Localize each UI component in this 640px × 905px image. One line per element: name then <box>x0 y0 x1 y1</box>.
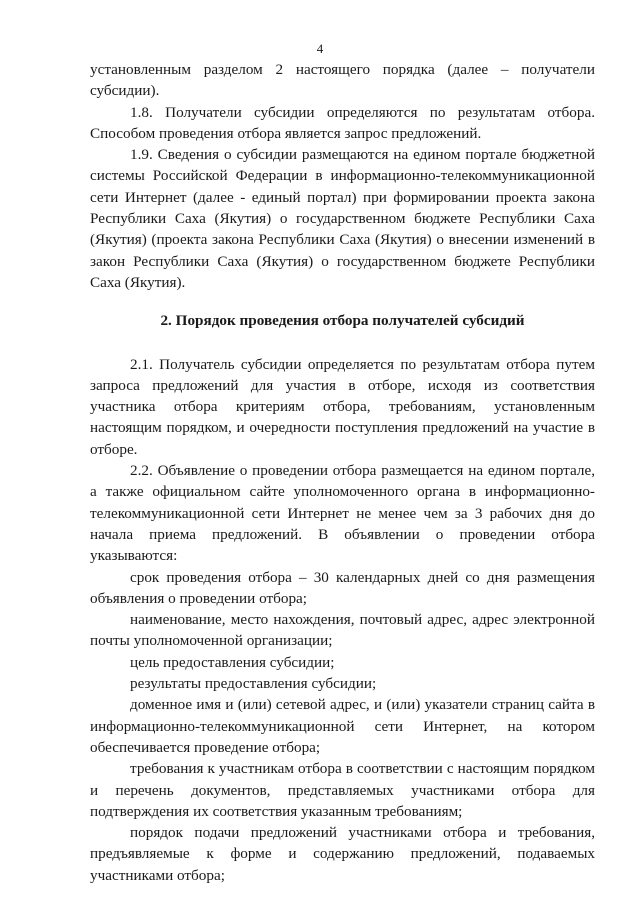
section-heading: 2. Порядок проведения отбора получателей субсидий <box>160 312 525 330</box>
page-number: 4 <box>316 41 324 56</box>
paragraph-2-1: 2.1. Получатель субсидии определяется по результатам отбора путем запроса предложений для участия в отборе, исходя из соответствия участника отбора критериям отбора, требованиям, установленным настоящим порядком, и очередности поступления предложений на участие в отборе. <box>90 355 595 458</box>
paragraph-continuation: установленным разделом 2 настоящего порядка (далее – получатели субсидии). <box>90 61 595 100</box>
list-item-organization: наименование, место нахождения, почтовый адрес, адрес электронной почты уполномоченной организации; <box>90 611 595 650</box>
list-item-results: результаты предоставления субсидии; <box>130 675 377 693</box>
paragraph-1-8: 1.8. Получатели субсидии определяются по результатам отбора. Способом проведения отбора является запрос предложений. <box>90 103 595 142</box>
list-item-purpose: цель предоставления субсидии; <box>130 653 335 671</box>
paragraph-1-9: 1.9. Сведения о субсидии размещаются на едином портале бюджетной системы Российской Федерации в информационно-телекоммуникационной сети Интернет (далее - единый портал) при формировании проекта закона Республики Саха (Якутия) о государственном бюджете Республики Саха (Якутия) (проекта закона Республики Саха (Якутия) о внесении изменений в закон Республики Саха (Якутия) о государственном бюджете Республики Саха (Якутия). <box>90 146 595 291</box>
document-body <box>90 59 595 886</box>
list-item-requirements: требования к участникам отбора в соответствии с настоящим порядком и перечень документов, представляемых участниками отбора для подтверждения их соответствия указанным требованиям; <box>90 760 595 820</box>
paragraph-2-2: 2.2. Объявление о проведении отбора размещается на едином портале, а также официальном сайте уполномоченного органа в информационно-телекоммуникационной сети Интернет не менее чем за 3 рабочих дня до начала приема предложений. В объявлении о проведении отбора указываются: <box>90 462 595 565</box>
list-item-submission-order: порядок подачи предложений участниками отбора и требования, предъявляемые к форме и содержанию предложений, подаваемых участниками отбора; <box>90 824 595 884</box>
list-item-deadline: срок проведения отбора – 30 календарных дней со дня размещения объявления о проведении отбора; <box>90 568 595 607</box>
list-item-domain: доменное имя и (или) сетевой адрес, и (или) указатели страниц сайта в информационно-телекоммуникационной сети Интернет, на котором обеспечивается проведение отбора; <box>90 696 595 756</box>
